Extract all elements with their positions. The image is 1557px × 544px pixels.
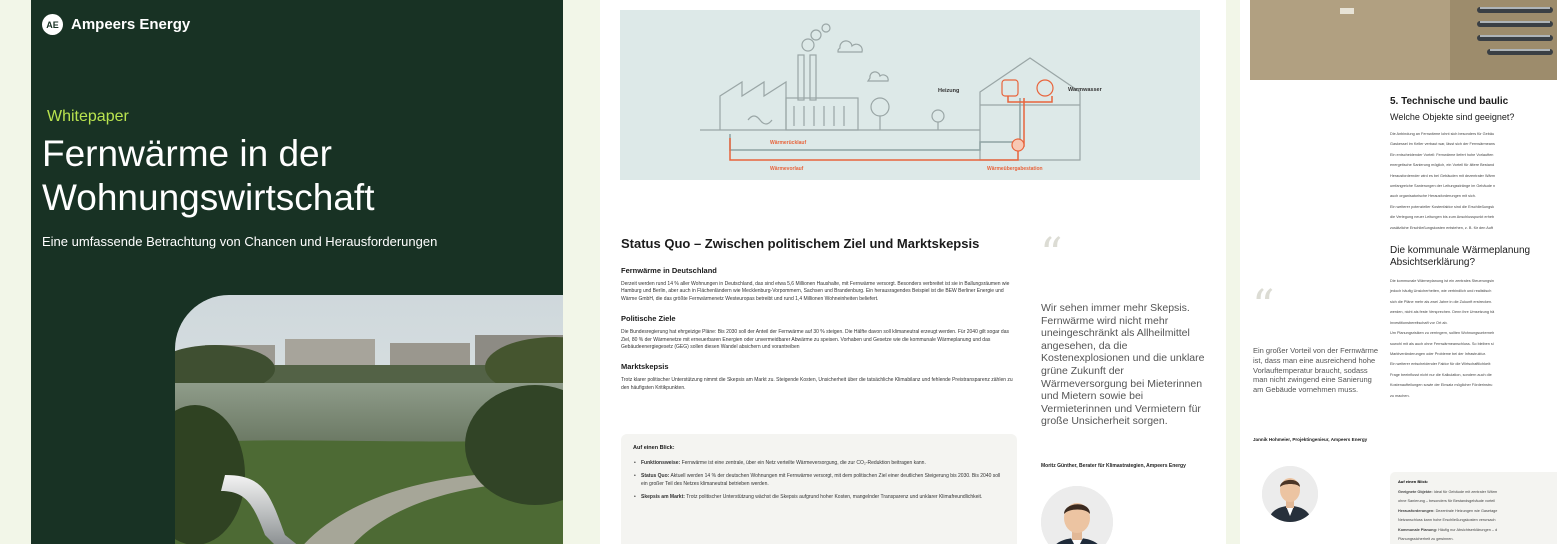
paragraph-line: Investitionsbereitschaft vor Ort ab. (1390, 320, 1448, 325)
brand-name: Ampeers Energy (71, 16, 191, 33)
section-title: Politische Ziele (621, 314, 676, 324)
paragraph-line: die Verlegung neuer Leitungen bis zum Anschlusspunkt erheb (1390, 215, 1495, 220)
cloud-icon (838, 41, 862, 52)
list-item (1398, 490, 1557, 495)
at-a-glance-box (621, 434, 1017, 544)
at-a-glance-title: Auf einen Blick: (633, 445, 675, 451)
cover-kicker: Whitepaper (47, 108, 129, 125)
list-item-text: Dezentrale Heizungen wie Gasetage (1435, 508, 1498, 513)
paragraph-line: Herausfordernder wird es bei Gebäuden mit dezentraler Wärm (1390, 173, 1496, 178)
list-item (633, 473, 1005, 488)
paragraph-line: auch organisatorische Herausforderungen mit sich. (1390, 194, 1476, 199)
pipes-trench-image (1250, 0, 1557, 80)
paragraph-line: Gaskessel im Keller verbaut war, lässt sich der Fernwärmeans (1390, 142, 1495, 147)
section-heading (1390, 245, 1557, 269)
heating-diagram (620, 10, 1200, 180)
at-a-glance-box (1390, 472, 1557, 544)
paragraph-line: Die Anbindung an Fernwärme lohnt sich besonders für Gebäu (1390, 132, 1495, 136)
label-vorlauf: Wärmevorlauf (770, 166, 804, 172)
heading-line: Absichtserklärung? (1390, 257, 1476, 269)
paragraph-line: zu machen. (1390, 393, 1410, 398)
radiator-icon (1002, 80, 1018, 96)
paragraph-line: zusätzliche Erschließungskosten entstehen, z. B. für den Auft (1390, 225, 1493, 230)
list-item-text: Fernwärme ist eine zentrale, über ein Netz verteilte Wärmeversorgung, die zur CO₂-Reduktion beitragen kann. (681, 460, 926, 466)
list-item-label: Status Quo: (641, 473, 670, 480)
at-a-glance-list (633, 460, 1005, 502)
list-item-text: Planungssicherheit zu gewinnen. (1398, 537, 1454, 542)
transfer-station-icon (1012, 139, 1024, 151)
list-item (633, 460, 1005, 467)
cover-title-line2: Wohnungswirtschaft (42, 177, 375, 218)
paragraph-line: Kostenaufteilungen sowie der Einsatz möglicher Förderinstru (1390, 383, 1493, 388)
avatar (1041, 486, 1113, 544)
cover-title-line1: Fernwärme in der (42, 133, 332, 174)
quote-mark-icon: “ (1040, 229, 1063, 280)
paragraph-line: sowohl mit als auch ohne Fernwärmeanschluss. So bleiben si (1390, 341, 1494, 346)
list-item-label: Skepsis am Markt: (641, 494, 685, 501)
list-item (1398, 528, 1557, 533)
paragraph-line: umfangreiche Sanierungen der Leitungsstränge im Gebäude n (1390, 184, 1496, 189)
cover-page (31, 0, 563, 544)
list-item-text: Häufig nur Absichtserklärungen – d (1438, 527, 1498, 532)
list-item (633, 494, 1005, 501)
label-station: Wärmeübergabestation (987, 166, 1043, 172)
at-a-glance-title: Auf einen Blick: (1398, 479, 1429, 484)
list-item-text: Trotz politischer Unterstützung wächst die Skepsis aufgrund hoher Kosten, mangelnder Transparenz und unklarer Klimafreundlichkeit. (686, 494, 983, 501)
paragraph-line: jedoch häufig Unsicherheiten, wie verbindlich und realistisch (1390, 289, 1492, 294)
brand-logo: AE (42, 14, 63, 35)
lake-landscape-image (175, 295, 563, 544)
section-title: Marktskepsis (621, 362, 669, 372)
portrait-image (1262, 466, 1318, 522)
construction-photo (1250, 0, 1557, 80)
cover-subtitle: Eine umfassende Betrachtung von Chancen und Herausforderungen (42, 234, 438, 249)
section-subheading: Welche Objekte sind geeignet? (1390, 112, 1515, 122)
quote-mark-icon: “ (1252, 281, 1275, 332)
section-text: Die Bundesregierung hat ehrgeizige Pläne: Bis 2030 soll der Anteil der Fernwärme auf 30 % steigen. Die Hälfte davon soll klimaneutral erzeugt werden. Für 2040 gilt sogar das Ziel, 80 % der Wärmenetze mit erneuerbaren Energien oder unvermeidbarer Abwärme zu speisen. Vorhaben und Gesetze wie die kommunale Wärmeplanung und das Gebäudeenergiegesetz (GEG) sollen diesen Wandel absichern und vorantreiben (621, 329, 1009, 351)
paragraph-line: energetische Sanierung möglich, ein Vorteil für ältere Bestand (1390, 163, 1495, 168)
list-item-label: Funktionsweise: (641, 460, 681, 466)
article-heading: Status Quo – Zwischen politischem Ziel und Marktskepsis (621, 236, 980, 251)
pull-quote: Wir sehen immer mehr Skepsis. Fernwärme wird nicht mehr uneingeschränkt als Allheilmittel angesehen, da die Kostenexplosionen und die unklare grüne Zukunft der Wärmeversorgung bei Mieterinnen und Mietern sowie bei Vermieterinnen und Vermietern für große Unsicherheit sorgen. (1041, 302, 1205, 428)
paragraph-line: Ein weiterer potenzieller Kostenfaktor sind die Erschließungsk (1390, 204, 1495, 209)
brand (42, 14, 190, 35)
cover-photo (175, 295, 563, 544)
cloud-icon (868, 72, 888, 81)
technical-page (1240, 0, 1557, 544)
paragraph-line: Ein entscheidender Vorteil: Fernwärme liefert hohe Vorlauften (1390, 152, 1494, 157)
list-item (1398, 537, 1557, 542)
pull-quote: Ein großer Vorteil von der Fernwärme ist, dass man eine ausreichend hohe Vorlauftemperatur braucht, sodass man nicht zwingend eine Sanierung am Gebäude vornehmen muss. (1253, 346, 1379, 395)
list-item-text: Aktuell werden 14 % der deutschen Wohnungen mit Fernwärme versorgt, mit dem politischen Ziel einer deutlichen Steigerung bis 2030. Bis 2040 soll ein großer Teil des Netzes klimaneutral betrieben werden. (641, 473, 1001, 487)
cover-title (42, 132, 542, 220)
paragraph-line: sich die Pläne mehr als zwei Jahre in die Zukunft erstrecken. (1390, 299, 1493, 304)
portrait-image (1041, 486, 1113, 544)
paragraph-line: Die kommunale Wärmeplanung ist ein zentrales Steuerungsin (1390, 279, 1495, 284)
quote-author: Jannik Hohmeier, Projektingenieur, Ampeers Energy (1253, 437, 1368, 442)
paragraph-line: Um Planungsrisiken zu verringern, sollten Wohnungsunterneh (1390, 331, 1495, 336)
list-item (1398, 518, 1557, 523)
section-text: Derzeit werden rund 14 % aller Wohnungen in Deutschland, das sind etwa 5,6 Millionen Haushalte, mit Fernwärme versorgt. Besonders verbreitet ist sie in Ballungsräumen wie Hamburg und Berlin, aber auch in Flächenländern wie Mecklenburg-Vorpommern, Sachsen und Brandenburg. Ein herausragendes Beispiel ist die BEW Berliner Energie und Wärme GmbH, die das größte Fernwärmenetz Westeuropas betreibt und rund 1,4 Millionen Wohneinheiten beliefert. (621, 281, 1010, 302)
list-item-label: Geeignete Objekte: (1398, 490, 1433, 494)
heading-line: Die kommunale Wärmeplanung (1390, 245, 1531, 257)
list-item (1398, 499, 1557, 504)
list-item-text: Ideal für Gebäude mit zentraler Wärm (1433, 490, 1498, 494)
label-ruecklauf: Wärmerücklauf (770, 140, 807, 146)
water-heater-icon (1037, 80, 1053, 96)
article-body (621, 266, 1017, 403)
section-text: Trotz klarer politischer Unterstützung nimmt die Skepsis am Markt zu. Steigende Kosten, Unsicherheit über die tatsächliche Klimabilanz und fehlende Preistransparenz zählen zu den häufigsten Kritikpunkten. (621, 377, 1013, 391)
article-page (600, 0, 1226, 544)
paragraph-line: Frage beeinflusst nicht nur die Kalkulation, sondern auch die (1390, 372, 1492, 377)
section-title: Fernwärme in Deutschland (621, 266, 717, 275)
paragraph-line: Ein weiterer entscheidender Faktor für die Wirtschaftlichkeit: (1390, 362, 1492, 367)
list-item (1398, 509, 1557, 514)
paragraph-line: werden, nicht als feste Versprechen. Denn ihre Umsetzung hä (1390, 310, 1495, 315)
list-item-label: Kommunale Planung: (1398, 527, 1438, 532)
list-item-text: Netzanschluss kann hohe Erschließungskosten verursach (1398, 518, 1496, 523)
label-warmwasser: Warmwasser (1068, 87, 1102, 93)
avatar (1262, 466, 1318, 522)
technical-section (1390, 96, 1557, 404)
section-heading: 5. Technische und baulic (1390, 96, 1509, 107)
paragraph-line: Marktveränderungen oder Probleme bei der Infrastruktur. (1390, 351, 1486, 356)
district-heating-illustration (620, 10, 1200, 180)
label-heizung: Heizung (938, 88, 960, 94)
quote-author: Moritz Günther, Berater für Klimastrategien, Ampeers Energy (1041, 463, 1186, 469)
list-item-label: Herausforderungen: (1398, 508, 1435, 513)
list-item-text: ohne Sanierung – besonders für Bestandsgebäude vorteil (1398, 499, 1496, 504)
